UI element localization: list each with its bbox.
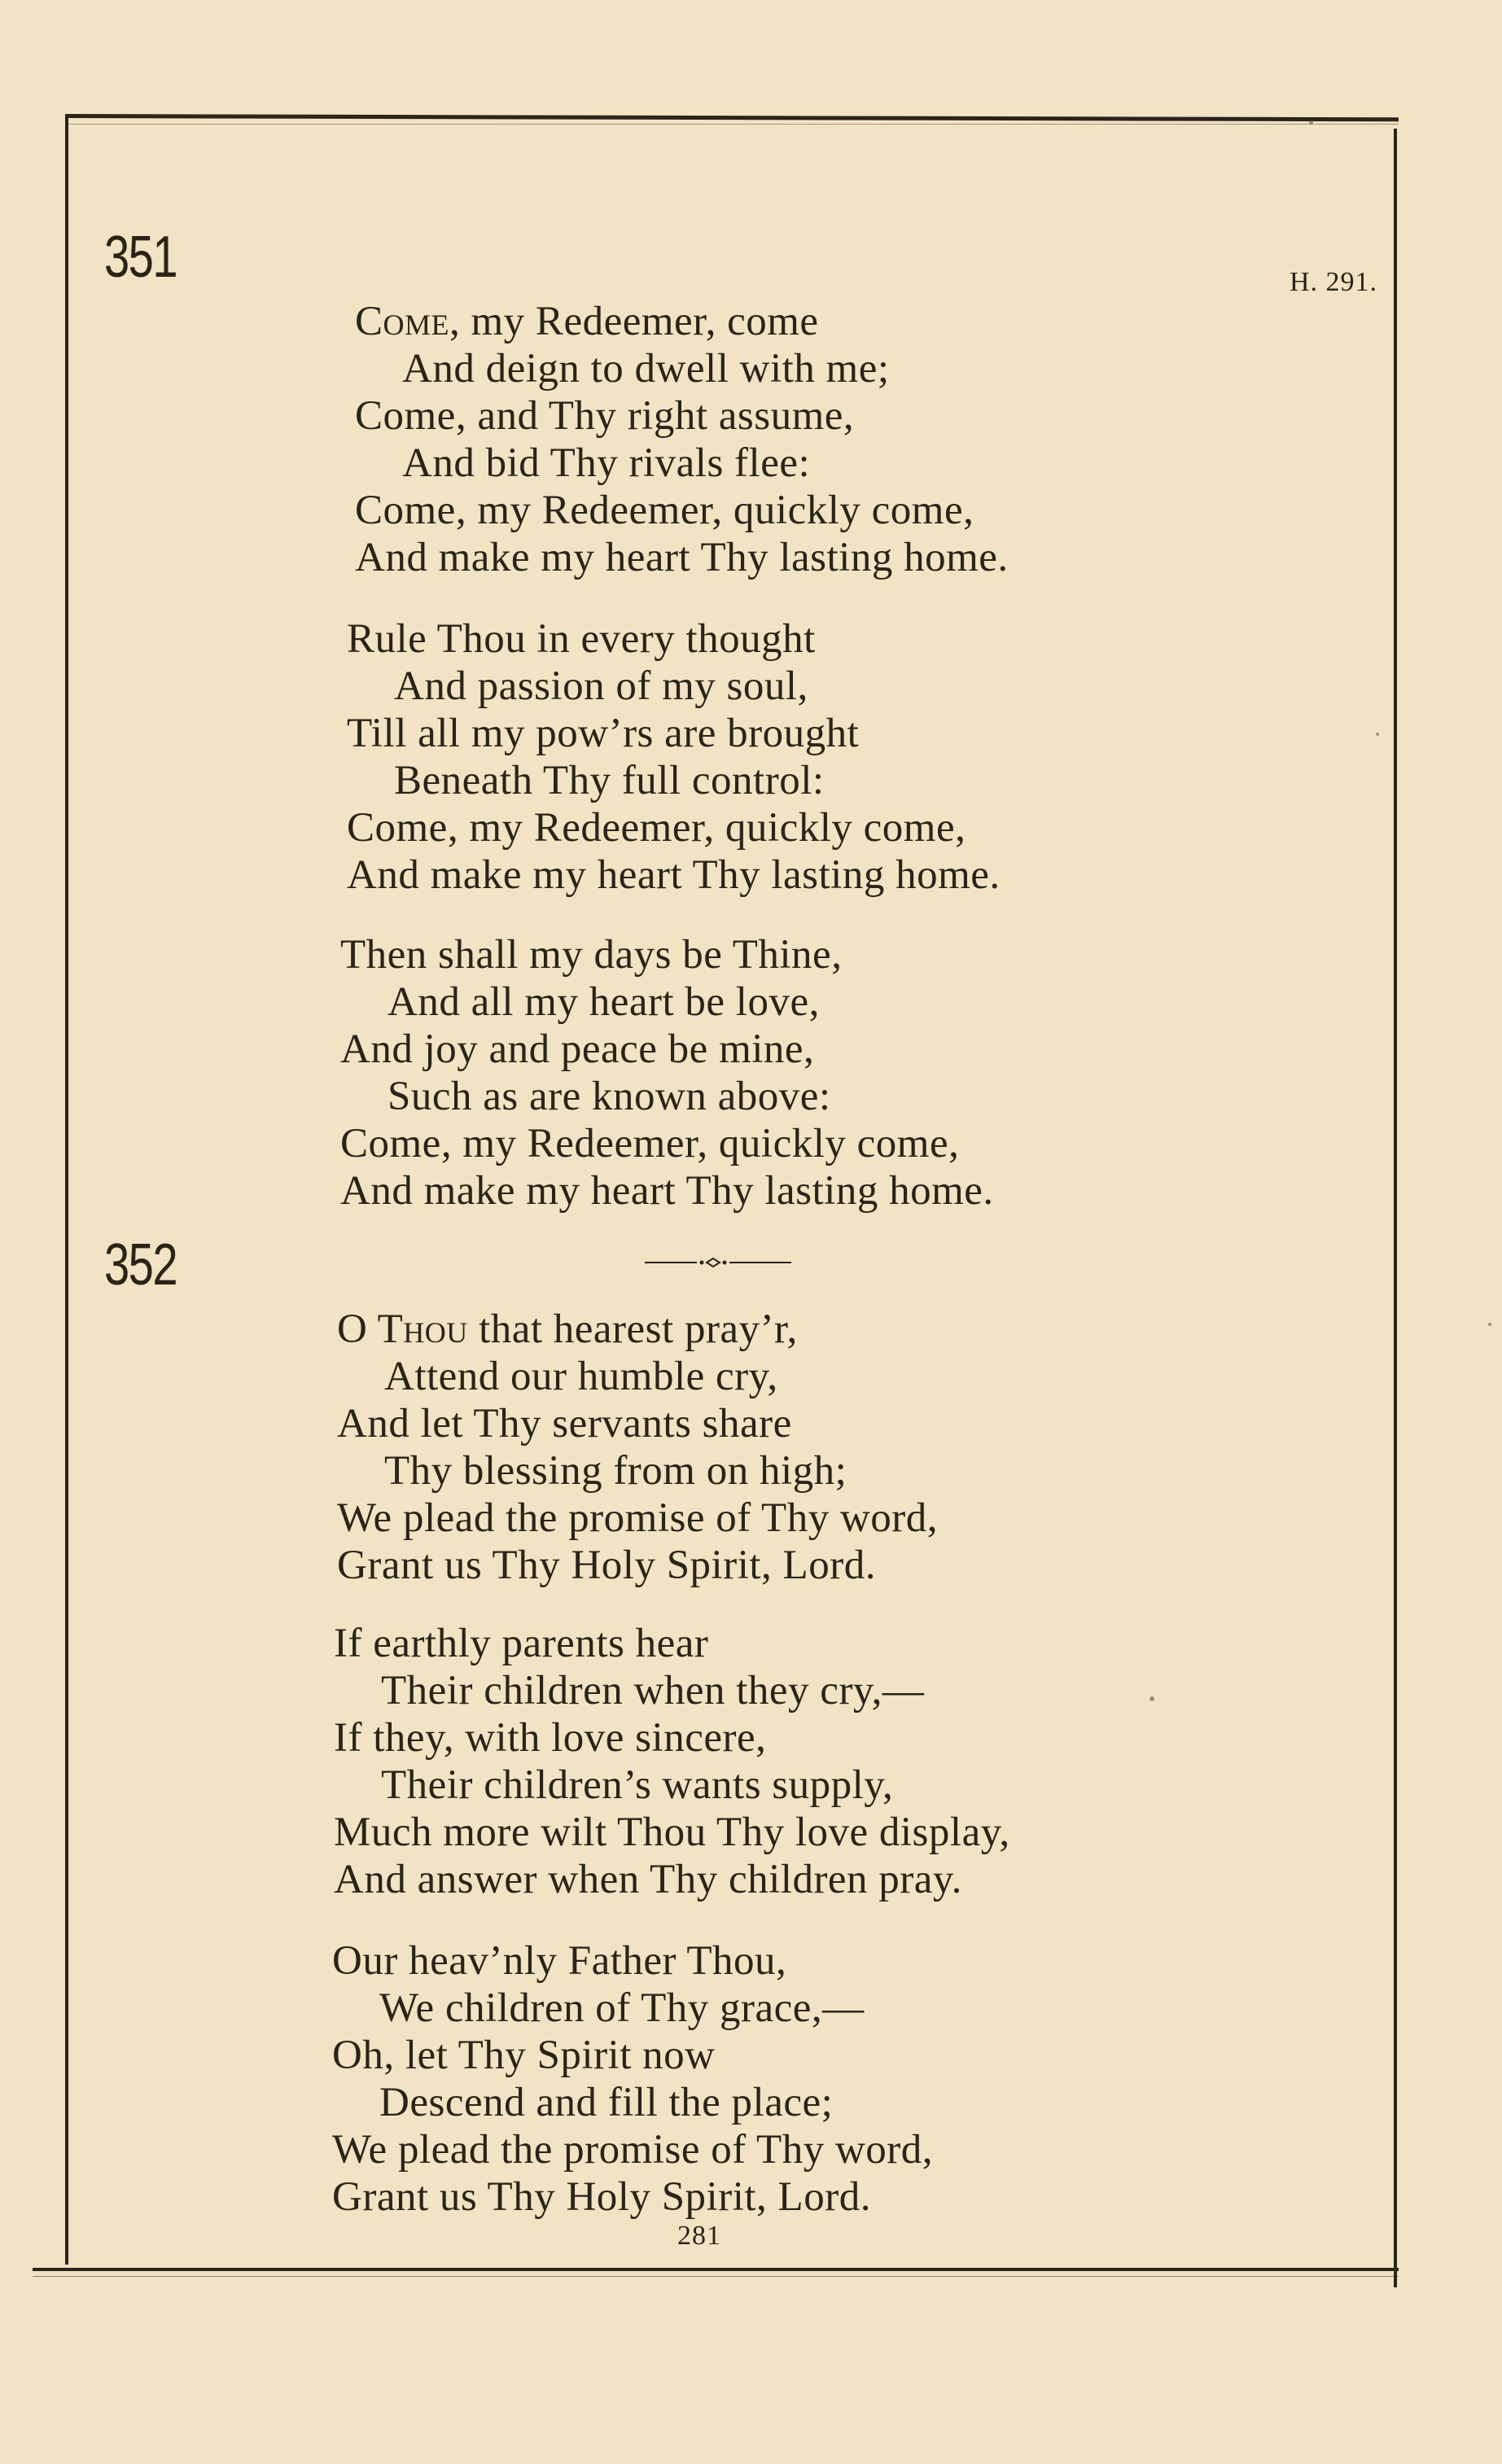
verse-line: O Thou that hearest pray’r,	[337, 1306, 798, 1352]
verse-line: We plead the promise of Thy word,	[337, 1495, 939, 1541]
hymn-352-stanza-1	[337, 1306, 1314, 1589]
paper-speck	[1488, 1323, 1491, 1326]
ornamental-divider	[645, 1257, 791, 1268]
verse-line: And joy and peace be mine,	[340, 1026, 815, 1072]
verse-line: And make my heart Thy lasting home.	[355, 535, 1009, 580]
frame-left-rule	[65, 114, 68, 2265]
verse-line: Grant us Thy Holy Spirit, Lord.	[332, 2174, 871, 2220]
verse-line: Much more wilt Thou Thy love display,	[334, 1810, 1010, 1855]
verse-line: Thy blessing from on high;	[384, 1448, 847, 1494]
hymn-351-stanza-2	[347, 615, 1324, 899]
page-number: 281	[677, 2221, 721, 2251]
verse-line: And make my heart Thy lasting home.	[340, 1168, 994, 1214]
verse-line: Descend and fill the place;	[379, 2080, 834, 2125]
verse-line: Our heav’nly Father Thou,	[332, 1938, 787, 1984]
frame-top-rule	[65, 114, 1399, 121]
hymn-351-stanza-3	[340, 931, 1317, 1214]
verse-line: Till all my pow’rs are brought	[347, 711, 860, 756]
verse-line: And deign to dwell with me;	[402, 346, 890, 392]
paper-speck	[1376, 733, 1379, 736]
verse-line: And bid Thy rivals flee:	[402, 440, 811, 486]
verse-line: Such as are known above:	[388, 1074, 831, 1119]
verse-line: If earthly parents hear	[334, 1621, 709, 1666]
frame-bottom-rule-inner	[33, 2276, 1399, 2277]
frame-bottom-rule	[33, 2268, 1399, 2271]
verse-line: Come, my Redeemer, quickly come,	[355, 488, 974, 533]
verse-line: Come, and Thy right assume,	[355, 393, 855, 439]
verse-line: Come, my Redeemer, come	[355, 299, 819, 344]
verse-line: Attend our humble cry,	[384, 1354, 778, 1399]
verse-line: We plead the promise of Thy word,	[332, 2127, 934, 2173]
verse-line: And answer when Thy children pray.	[334, 1857, 962, 1902]
verse-line: Grant us Thy Holy Spirit, Lord.	[337, 1543, 876, 1588]
verse-line: Their children’s wants supply,	[381, 1762, 894, 1808]
verse-line: Come, my Redeemer, quickly come,	[347, 805, 966, 851]
verse-line: Then shall my days be Thine,	[340, 932, 843, 978]
hymn-351-stanza-1	[355, 298, 1332, 581]
verse-line: Rule Thou in every thought	[347, 616, 816, 662]
frame-right-rule	[1394, 129, 1397, 2287]
verse-line: And passion of my soul,	[394, 663, 808, 709]
verse-line: We children of Thy grace,—	[379, 1985, 865, 2031]
verse-line: Their children when they cry,—	[381, 1668, 925, 1713]
frame-top-rule-inner	[65, 124, 1399, 125]
verse-line: If they, with love sincere,	[334, 1715, 767, 1761]
verse-line: And let Thy servants share	[337, 1401, 792, 1446]
verse-line: Come, my Redeemer, quickly come,	[340, 1121, 960, 1166]
hymn-352-stanza-2	[334, 1620, 1311, 1903]
verse-line: Oh, let Thy Spirit now	[332, 2033, 716, 2078]
tune-reference: H. 291.	[1290, 267, 1378, 297]
verse-line: And all my heart be love,	[388, 979, 820, 1025]
verse-line: Beneath Thy full control:	[394, 758, 825, 803]
hymn-352-stanza-3	[332, 1937, 1309, 2221]
hymn-number-352: 352	[104, 1232, 177, 1298]
paper-speck	[1309, 120, 1313, 125]
verse-line: And make my heart Thy lasting home.	[347, 852, 1001, 898]
hymn-number-351: 351	[104, 225, 177, 290]
